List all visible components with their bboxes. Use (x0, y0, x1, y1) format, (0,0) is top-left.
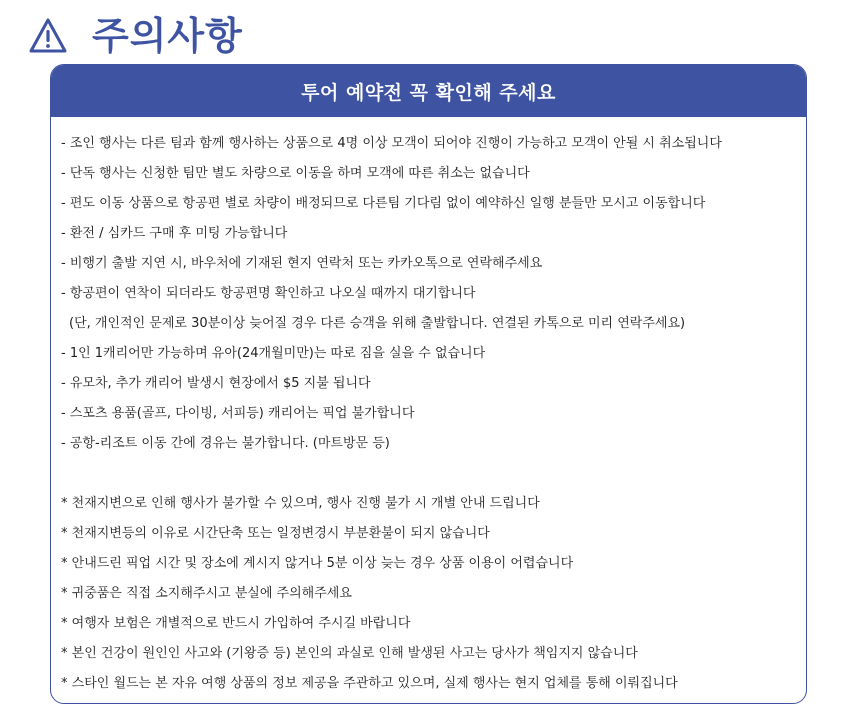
rule-item: - 스포츠 용품(골프, 다이빙, 서피등) 캐리어는 픽업 불가합니다 (61, 406, 415, 421)
rule-item: - 편도 이동 상품으로 항공편 별로 차량이 배정되므로 다른팀 기다림 없이 예약하신 일행 분들만 모시고 이동합니다 (61, 196, 706, 211)
banner-text: 투어 예약전 꼭 확인해 주세요 (301, 81, 556, 104)
rule-item: - 항공편이 연착이 되더라도 항공편명 확인하고 나오실 때까지 대기합니다 (61, 286, 476, 301)
page-title: 주의사항 (92, 14, 243, 58)
rule-item: - 유모차, 추가 캐리어 발생시 현장에서 $5 지불 됩니다 (61, 376, 371, 391)
note-item: * 천재지변등의 이유로 시간단축 또는 일정변경시 부분환불이 되지 않습니다 (61, 526, 490, 541)
rule-item-note: (단, 개인적인 문제로 30분이상 늦어질 경우 다른 승객을 위해 출발합니다. 연결된 카톡으로 미리 연락주세요) (69, 316, 686, 331)
rule-item: - 공항-리조트 이동 간에 경유는 불가합니다. (마트방문 등) (61, 436, 390, 451)
rules-list (51, 129, 806, 459)
header (28, 8, 243, 64)
notes-list (51, 489, 806, 699)
note-item: * 여행자 보험은 개별적으로 반드시 가입하여 주시길 바랍니다 (61, 616, 411, 631)
notice-card (50, 64, 807, 704)
note-item: * 안내드린 픽업 시간 및 장소에 계시지 않거나 5분 이상 늦는 경우 상품 이용이 어렵습니다 (61, 556, 574, 571)
section-spacer (51, 459, 806, 489)
rule-item: - 환전 / 심카드 구매 후 미팅 가능합니다 (61, 226, 288, 241)
warning-triangle-icon (28, 16, 68, 56)
note-item: * 스타인 월드는 본 자유 여행 상품의 정보 제공을 주관하고 있으며, 실제 행사는 현지 업체를 통해 이뤄집니다 (61, 676, 678, 691)
rule-item: - 단독 행사는 신청한 팀만 별도 차량으로 이동을 하며 모객에 따른 취소는 없습니다 (61, 166, 530, 181)
rule-item: - 1인 1캐리어만 가능하며 유아(24개월미만)는 따로 짐을 실을 수 없습니다 (61, 346, 486, 361)
note-item: * 본인 건강이 원인인 사고와 (기왕증 등) 본인의 과실로 인해 발생된 사고는 당사가 책임지지 않습니다 (61, 646, 638, 661)
rule-item: - 조인 행사는 다른 팀과 함께 행사하는 상품으로 4명 이상 모객이 되어야 진행이 가능하고 모객이 안될 시 취소됩니다 (61, 136, 722, 151)
rule-item: - 비행기 출발 지연 시, 바우처에 기재된 현지 연락처 또는 카카오톡으로 연락해주세요 (61, 256, 543, 271)
note-item: * 귀중품은 직접 소지해주시고 분실에 주의해주세요 (61, 586, 352, 601)
notice-banner (51, 65, 806, 117)
note-item: * 천재지변으로 인해 행사가 불가할 수 있으며, 행사 진행 불가 시 개별 안내 드립니다 (61, 496, 540, 511)
